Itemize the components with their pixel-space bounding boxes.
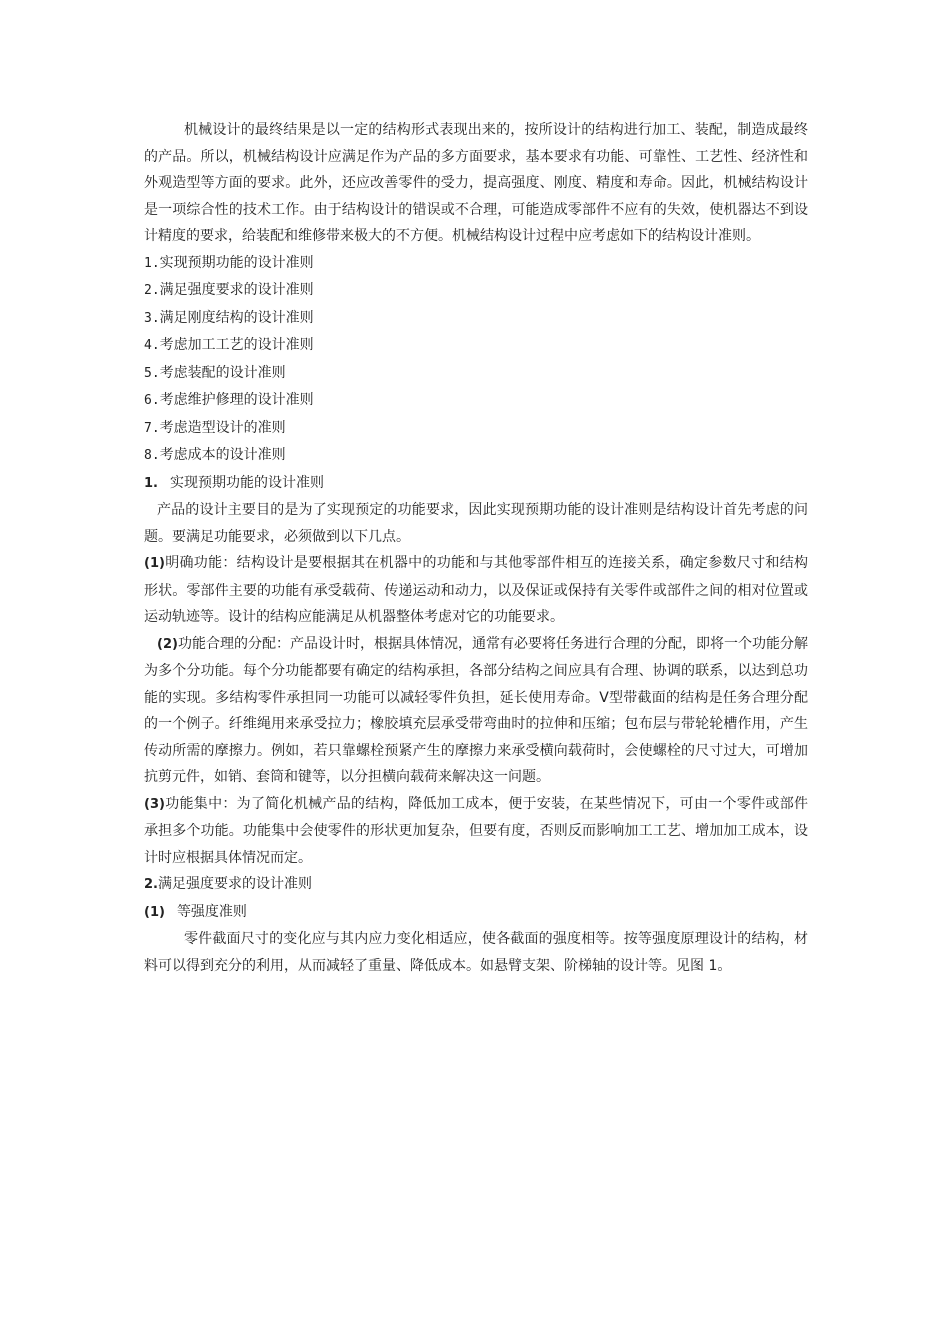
toc-item-text: 满足强度要求的设计准则	[159, 282, 314, 298]
toc-item-text: 考虑装配的设计准则	[159, 364, 286, 381]
toc-item	[144, 415, 808, 443]
toc-item-number: 8.	[144, 448, 160, 463]
toc-item	[144, 277, 808, 305]
toc-item-number: 7.	[144, 420, 160, 436]
item-number: (2)	[157, 636, 178, 652]
toc-item	[144, 360, 808, 388]
toc-item-number: 5.	[144, 365, 160, 381]
section-1-item-2	[144, 631, 808, 791]
toc-item-text: 考虑加工工艺的设计准则	[159, 337, 314, 353]
toc-item-text: 满足刚度结构的设计准则	[159, 309, 314, 326]
item-text: 明确功能：结构设计是要根据其在机器中的功能和与其他零部件相互的连接关系，确定参数尺寸和结构形状。零部件主要的功能有承受载荷、传递运动和动力，以及保证或保持有关零件或部件之间的相对位置或运动轨迹等。设计的结构应能满足从机器整体考虑对它的功能要求。	[144, 555, 808, 625]
item-text: 功能集中：为了简化机械产品的结构，降低加工成本，便于安装，在某些情况下，可由一个零件或部件承担多个功能。功能集中会使零件的形状更加复杂，但要有度，否则反而影响加工工艺、增加加工成本，设计时应根据具体情况而定。	[144, 795, 808, 866]
section-1-number: 1.	[144, 475, 158, 491]
toc-list	[144, 250, 808, 470]
section-2-subheading	[144, 899, 808, 927]
toc-item-number: 6.	[144, 393, 160, 408]
item-text: 功能合理的分配：产品设计时，根据具体情况，通常有必要将任务进行合理的分配，即将一个功能分解为多个分功能。每个分功能都要有确定的结构承担，各部分结构之间应具有合理、协调的联系，以达到总功能的实现。多结构零件承担同一功能可以减轻零件负担，延长使用寿命。V型带截面的结构是任务合理分配的一个例子。纤维绳用来承受拉力；橡胶填充层承受带弯曲时的拉伸和压缩；包布层与带轮轮槽作用，产生传动所需的摩擦力。例如，若只靠螺栓预紧产生的摩擦力来承受横向载荷时，会使螺栓的尺寸过大，可增加抗剪元件，如销、套筒和键等，以分担横向载荷来解决这一问题。	[144, 635, 808, 785]
toc-item-number: 1.	[144, 255, 160, 271]
toc-item-number: 4.	[144, 338, 160, 353]
section-2-title: 满足强度要求的设计准则	[157, 876, 312, 892]
item-number: (1)	[144, 556, 165, 571]
section-1-item-3	[144, 791, 808, 872]
intro-paragraph: 机械设计的最终结果是以一定的结构形式表现出来的，按所设计的结构进行加工、装配，制造成最终的产品。所以，机械结构设计应满足作为产品的多方面要求，基本要求有功能、可靠性、工艺性、经济性和外观造型等方面的要求。此外，还应改善零件的受力，提高强度、刚度、精度和寿命。因此，机械结构设计是一项综合性的技术工作。由于结构设计的错误或不合理，可能造成零部件不应有的失效，使机器达不到设计精度的要求，给装配和维修带来极大的不方便。机械结构设计过程中应考虑如下的结构设计准则。	[144, 122, 808, 244]
section-1-heading	[144, 470, 808, 498]
toc-item	[144, 250, 808, 278]
item-number: (3)	[144, 796, 165, 812]
toc-item-number: 2.	[144, 283, 160, 298]
toc-item-text: 考虑成本的设计准则	[159, 447, 286, 463]
section-1-item-1	[144, 550, 808, 631]
subsection-number: (1)	[144, 904, 165, 920]
toc-item	[144, 305, 808, 333]
toc-item-number: 3.	[144, 310, 160, 326]
toc-item-text: 考虑维护修理的设计准则	[159, 392, 314, 408]
toc-item	[144, 387, 808, 415]
section-1-title: 实现预期功能的设计准则	[169, 474, 324, 491]
section-2-number: 2.	[144, 877, 158, 892]
toc-item-text: 考虑造型设计的准则	[159, 419, 286, 436]
document-body	[144, 117, 808, 979]
toc-item	[144, 442, 808, 470]
section-2-body: 零件截面尺寸的变化应与其内应力变化相适应，使各截面的强度相等。按等强度原理设计的结构，材料可以得到充分的利用，从而减轻了重量、降低成本。如悬臂支架、阶梯轴的设计等。见图 1。	[144, 931, 808, 974]
section-2-heading	[144, 871, 808, 899]
toc-item	[144, 332, 808, 360]
section-1-intro: 产品的设计主要目的是为了实现预定的功能要求，因此实现预期功能的设计准则是结构设计首先考虑的问题。要满足功能要求，必须做到以下几点。	[144, 502, 808, 545]
toc-item-text: 实现预期功能的设计准则	[159, 254, 314, 271]
subsection-title: 等强度准则	[176, 903, 247, 920]
